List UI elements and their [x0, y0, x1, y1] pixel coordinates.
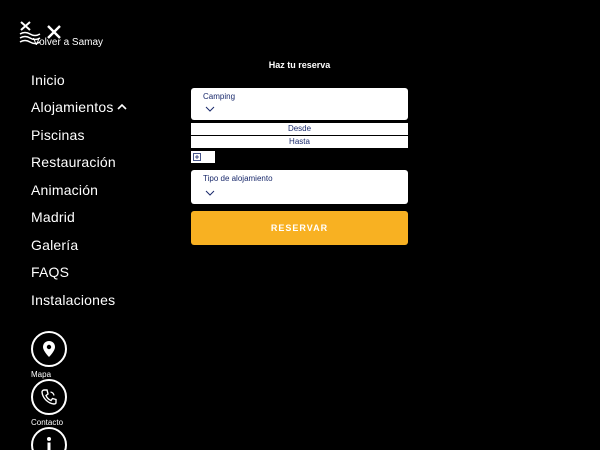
nav-item-inicio[interactable]: Inicio: [31, 71, 65, 88]
phone-icon: [40, 388, 58, 406]
back-to-samay-link[interactable]: Volver a Samay: [33, 37, 104, 48]
nav-item-piscinas[interactable]: Piscinas: [31, 126, 85, 143]
nav-item-galeria[interactable]: Galería: [31, 236, 79, 253]
contact-button[interactable]: [31, 379, 67, 415]
map-pin-icon: [42, 340, 56, 358]
accommodation-type-label: Tipo de alojamiento: [203, 174, 273, 183]
nav-item-animacion[interactable]: Animación: [31, 181, 99, 198]
camping-select[interactable]: [191, 88, 408, 120]
nav-item-alojamientos[interactable]: Alojamientos: [31, 94, 127, 122]
calendar-toggle[interactable]: [191, 151, 215, 163]
nav-item-instalaciones[interactable]: Instalaciones: [31, 291, 116, 308]
info-utility: [31, 427, 91, 450]
booking-title: Haz tu reserva: [268, 60, 331, 70]
accommodation-type-select[interactable]: [191, 170, 408, 204]
nav-item-restauracion[interactable]: Restauración: [31, 154, 116, 171]
info-button[interactable]: [31, 427, 67, 450]
date-to-field[interactable]: Hasta: [191, 136, 408, 148]
camping-label: Camping: [203, 92, 236, 101]
map-utility: [31, 331, 91, 379]
nav-item-faqs[interactable]: FAQS: [31, 264, 70, 281]
contact-utility: [31, 379, 91, 427]
info-icon: [45, 436, 53, 450]
map-button[interactable]: [31, 331, 67, 367]
reserve-button[interactable]: RESERVAR: [191, 211, 408, 245]
nav-item-madrid[interactable]: Madrid: [31, 209, 75, 226]
chevron-down-icon: [205, 189, 215, 197]
main-nav: [31, 66, 127, 314]
calendar-icon: [193, 153, 201, 161]
date-from-field[interactable]: Desde: [191, 123, 408, 135]
chevron-down-icon: [205, 105, 215, 113]
contact-label: Contacto: [31, 418, 64, 427]
chevron-up-icon[interactable]: [117, 102, 127, 112]
map-label: Mapa: [31, 370, 52, 379]
